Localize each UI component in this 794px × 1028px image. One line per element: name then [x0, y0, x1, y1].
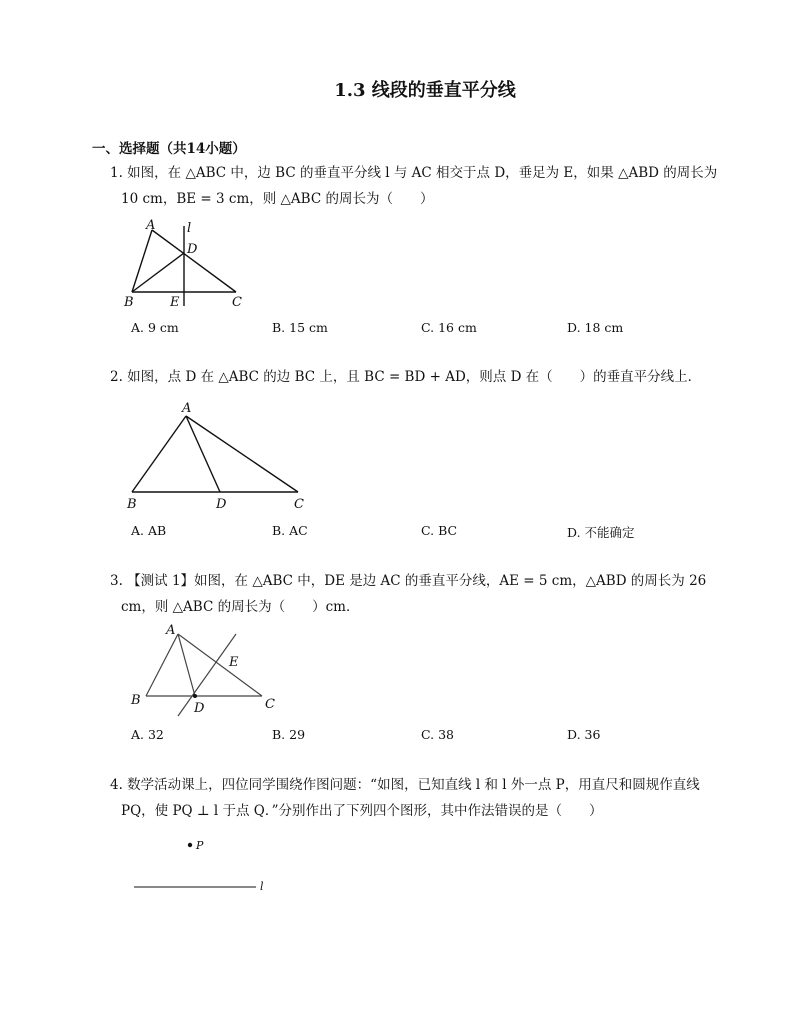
question-1-figure	[120, 218, 260, 308]
question-3-line-1: 3. 【测试 1】如图，在 △ABC 中，DE 是边 AC 的垂直平分线，AE = 5 cm，△ABD 的周长为 26	[110, 573, 707, 589]
question-1-line-2: 10 cm，BE = 3 cm，则 △ABC 的周长为（ ）	[121, 191, 434, 207]
label-c: C	[232, 295, 242, 310]
q1-option-c[interactable]: C. 16 cm	[421, 320, 477, 335]
segment-ad	[178, 634, 195, 696]
label-c: C	[265, 697, 275, 712]
question-3-line-2: cm，则 △ABC 的周长为（ ）cm．	[121, 599, 360, 615]
q1-option-d[interactable]: D. 18 cm	[567, 320, 624, 335]
question-3-figure	[128, 620, 288, 720]
q3-option-d[interactable]: D. 36	[567, 727, 601, 742]
segment-ac	[152, 230, 236, 292]
label-l: l	[187, 221, 192, 236]
segment-ab	[146, 634, 178, 696]
label-a: A	[146, 218, 156, 233]
q3-option-b[interactable]: B. 29	[272, 727, 306, 742]
label-l: l	[260, 880, 264, 893]
label-b: B	[124, 295, 134, 310]
label-b: B	[127, 497, 137, 512]
question-4-figure	[130, 834, 280, 894]
perpendicular-line-de	[178, 634, 236, 716]
label-d: D	[194, 701, 205, 716]
q1-option-b[interactable]: B. 15 cm	[272, 320, 328, 335]
section-heading: 一、选择题（共14小题）	[92, 141, 246, 157]
label-p: P	[196, 839, 204, 852]
q2-option-a[interactable]: A. AB	[131, 523, 167, 538]
question-4-line-1: 4. 数学活动课上，四位同学围绕作图问题：“如图，已知直线 l 和 l 外一点 P，用直尺和圆规作直线	[110, 777, 700, 793]
segment-ab	[132, 416, 186, 492]
label-b: B	[131, 693, 141, 708]
q2-option-c[interactable]: C. BC	[421, 523, 458, 538]
label-e: E	[229, 655, 239, 670]
segment-ac	[178, 634, 262, 696]
label-c: C	[294, 497, 304, 512]
point-p	[188, 843, 192, 847]
segment-ab	[132, 230, 152, 292]
label-a: A	[166, 623, 176, 638]
page-title: 1.3 线段的垂直平分线	[334, 80, 516, 101]
q1-option-a[interactable]: A. 9 cm	[131, 320, 179, 335]
q2-option-b[interactable]: B. AC	[272, 523, 308, 538]
q3-option-a[interactable]: A. 32	[131, 727, 164, 742]
question-4-line-2: PQ，使 PQ ⊥ l 于点 Q．”分别作出了下列四个图形，其中作法错误的是（ ）	[121, 803, 603, 819]
label-d: D	[187, 242, 198, 257]
q2-option-d[interactable]: D. 不能确定	[567, 525, 635, 540]
question-2-figure	[124, 400, 314, 510]
question-1-line-1: 1. 如图，在 △ABC 中，边 BC 的垂直平分线 l 与 AC 相交于点 D，垂足为 E，如果 △ABD 的周长为	[110, 165, 718, 181]
segment-bd	[132, 253, 184, 292]
label-a: A	[182, 401, 192, 416]
label-e: E	[170, 295, 180, 310]
point-d	[193, 694, 197, 698]
q3-option-c[interactable]: C. 38	[421, 727, 454, 742]
question-2-line-1: 2. 如图，点 D 在 △ABC 的边 BC 上，且 BC = BD + AD，则点 D 在（ ）的垂直平分线上．	[110, 369, 702, 385]
label-d: D	[216, 497, 227, 512]
